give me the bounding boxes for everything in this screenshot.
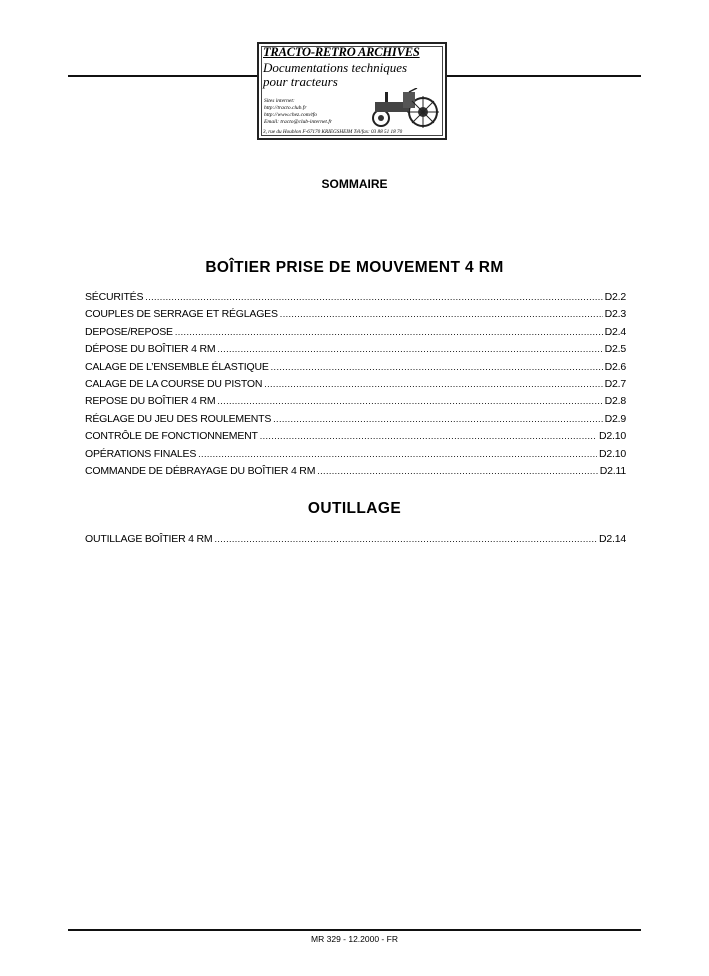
header-rule-right <box>447 75 641 77</box>
toc-page: D2.8 <box>604 395 626 408</box>
toc-leader <box>264 379 602 389</box>
toc-leader <box>145 292 602 302</box>
toc-page: D2.5 <box>604 343 626 356</box>
archive-stamp <box>257 42 447 140</box>
toc-section2 <box>85 533 626 550</box>
toc-page: D2.6 <box>604 360 626 373</box>
toc-label: COUPLES DE SERRAGE ET RÉGLAGES <box>85 308 278 321</box>
stamp-site2: http://www.chez.com/tfo <box>264 112 318 118</box>
toc-label: OPÉRATIONS FINALES <box>85 447 197 460</box>
toc-row[interactable] <box>85 395 626 412</box>
toc-page: D2.10 <box>598 430 626 443</box>
toc-label: SÉCURITÉS <box>85 291 144 303</box>
toc-label: CALAGE DE LA COURSE DU PISTON <box>85 377 263 390</box>
toc-row[interactable] <box>85 430 626 447</box>
toc-page: D2.11 <box>599 464 626 477</box>
section2-title: OUTILLAGE <box>307 500 402 517</box>
toc-page: D2.3 <box>604 308 626 321</box>
toc-leader <box>217 396 602 406</box>
toc-label: RÉGLAGE DU JEU DES ROULEMENTS <box>85 412 272 425</box>
toc-section1 <box>85 291 626 482</box>
toc-leader <box>214 534 597 544</box>
stamp-site1: http://tracto.club.fr <box>264 105 307 111</box>
toc-row[interactable] <box>85 326 626 343</box>
section1-title: BOÎTIER PRISE DE MOUVEMENT 4 RM <box>205 259 504 276</box>
toc-leader <box>217 344 602 354</box>
stamp-sites-label: Sites internet: <box>264 98 295 104</box>
toc-row[interactable] <box>85 343 626 360</box>
toc-row[interactable] <box>85 378 626 395</box>
stamp-address: 3, rue du Houblon F-67170 KRIEGSHEIM Tél/fax: 03 88 51 18 70 <box>263 129 403 135</box>
toc-row[interactable] <box>85 413 626 430</box>
stamp-email: Email: tracto@club-internet.fr <box>264 119 332 125</box>
toc-label: DÉPOSE DU BOÎTIER 4 RM <box>85 343 216 356</box>
toc-label: CONTRÔLE DE FONCTIONNEMENT <box>85 430 258 443</box>
toc-leader <box>317 466 598 476</box>
footer-rule <box>68 929 641 931</box>
stamp-line2: pour tracteurs <box>263 74 338 89</box>
toc-page: D2.14 <box>598 533 626 545</box>
toc-label: DEPOSE/REPOSE <box>85 325 173 338</box>
toc-leader <box>271 362 603 372</box>
sommaire-heading: SOMMAIRE <box>321 177 388 191</box>
stamp-line1: Documentations techniques <box>263 60 408 75</box>
toc-page: D2.4 <box>604 325 626 338</box>
toc-label: REPOSE DU BOÎTIER 4 RM <box>85 395 216 408</box>
toc-page: D2.2 <box>604 291 626 303</box>
toc-row[interactable] <box>85 361 626 378</box>
toc-leader <box>280 309 603 319</box>
toc-leader <box>198 449 597 459</box>
toc-row[interactable] <box>85 465 626 482</box>
toc-row[interactable] <box>85 291 626 308</box>
toc-leader <box>273 414 602 424</box>
toc-label: CALAGE DE L’ENSEMBLE ÉLASTIQUE <box>85 360 269 373</box>
header-rule-left <box>68 75 257 77</box>
toc-row[interactable] <box>85 308 626 325</box>
toc-page: D2.7 <box>604 377 626 390</box>
toc-page: D2.10 <box>598 447 626 460</box>
toc-leader <box>260 431 597 441</box>
toc-leader <box>175 327 603 337</box>
stamp-title: TRACTO-RETRO ARCHIVES <box>263 45 420 59</box>
toc-row[interactable] <box>85 448 626 465</box>
toc-label: COMMANDE DE DÉBRAYAGE DU BOÎTIER 4 RM <box>85 464 316 477</box>
toc-label: OUTILLAGE BOÎTIER 4 RM <box>85 533 213 545</box>
footer-ref: MR 329 - 12.2000 - FR <box>311 934 398 944</box>
tractor-icon <box>363 88 443 128</box>
toc-page: D2.9 <box>604 412 626 425</box>
toc-row[interactable] <box>85 533 626 550</box>
